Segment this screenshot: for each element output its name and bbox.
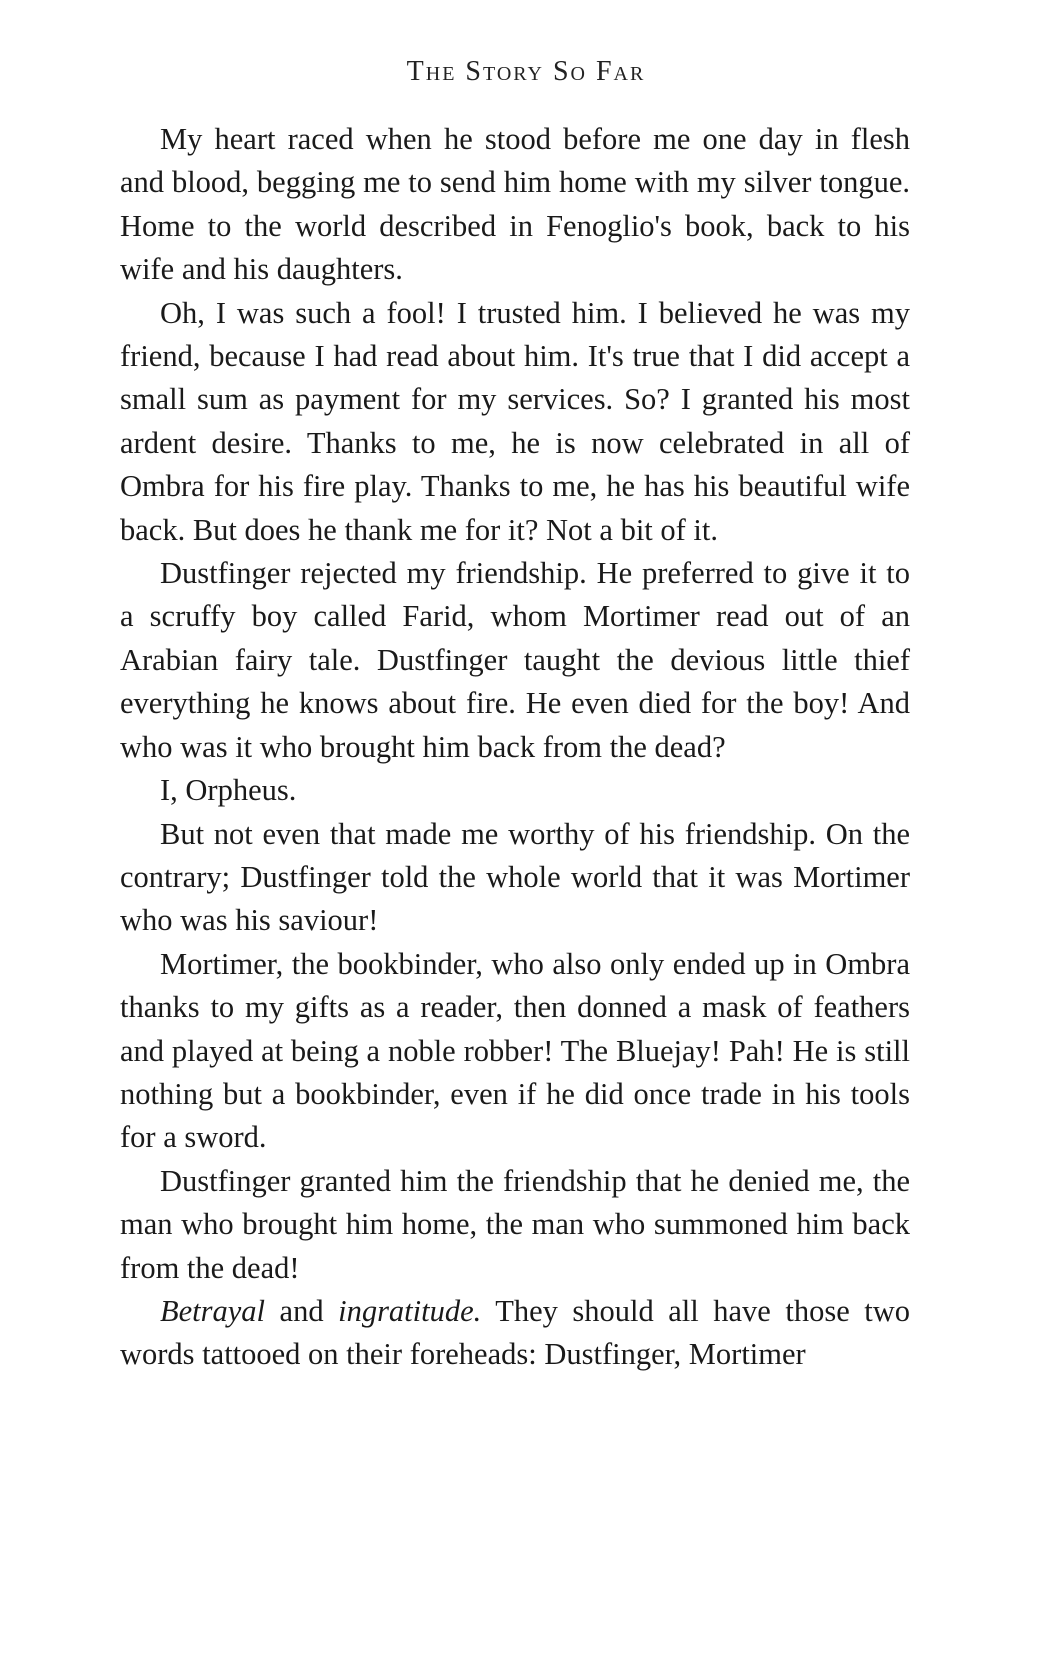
italic-word-betrayal: Betrayal [160, 1293, 266, 1328]
paragraph: Mortimer, the bookbinder, who also only ended up in Ombra thanks to my gifts as a reader, then donned a mask of feathers and played at being a noble robber! The Bluejay! Pah! He is still nothing but a bookbinder, even if he did once trade in his tools for a sword. [120, 946, 910, 1155]
paragraph: Dustfinger rejected my friendship. He preferred to give it to a scruffy boy called Farid, whom Mortimer read out of an Arabian fairy tale. Dustfinger taught the devious little thief everything he knows about fire. He even died for the boy! And who was it who brought him back from the dead? [120, 556, 910, 764]
paragraph: But not even that made me worthy of his friendship. On the contrary; Dustfinger told the whole world that it was Mortimer who was his saviour! [120, 816, 910, 938]
paragraph: Oh, I was such a fool! I trusted him. I believed he was my friend, because I had read about him. It's true that I did accept a small sum as payment for my services. So? I granted his most ardent desire. Thanks to me, he is now celebrated in all of Ombra for his fire play. Thanks to me, he has his beautiful wife back. But does he thank me for it? Not a bit of it. [120, 295, 910, 547]
paragraph: My heart raced when he stood before me one day in flesh and blood, begging me to send him home with my silver tongue. Home to the world described in Fenoglio's book, back to his wife and his daughters. [120, 122, 910, 287]
italic-word-ingratitude: ingratitude. [338, 1293, 482, 1328]
paragraph: Dustfinger granted him the friendship that he denied me, the man who brought him home, the man who summoned him back from the dead! [120, 1163, 910, 1285]
paragraph: I, Orpheus. [160, 773, 297, 808]
paragraph-last [120, 1290, 910, 1377]
connector-text: and [265, 1293, 339, 1328]
body-text [120, 118, 910, 1377]
paragraph-rest: They should all have those two words tattooed on their foreheads: Dustfinger, Mortimer [120, 1293, 910, 1372]
running-head: The Story So Far [406, 56, 646, 87]
